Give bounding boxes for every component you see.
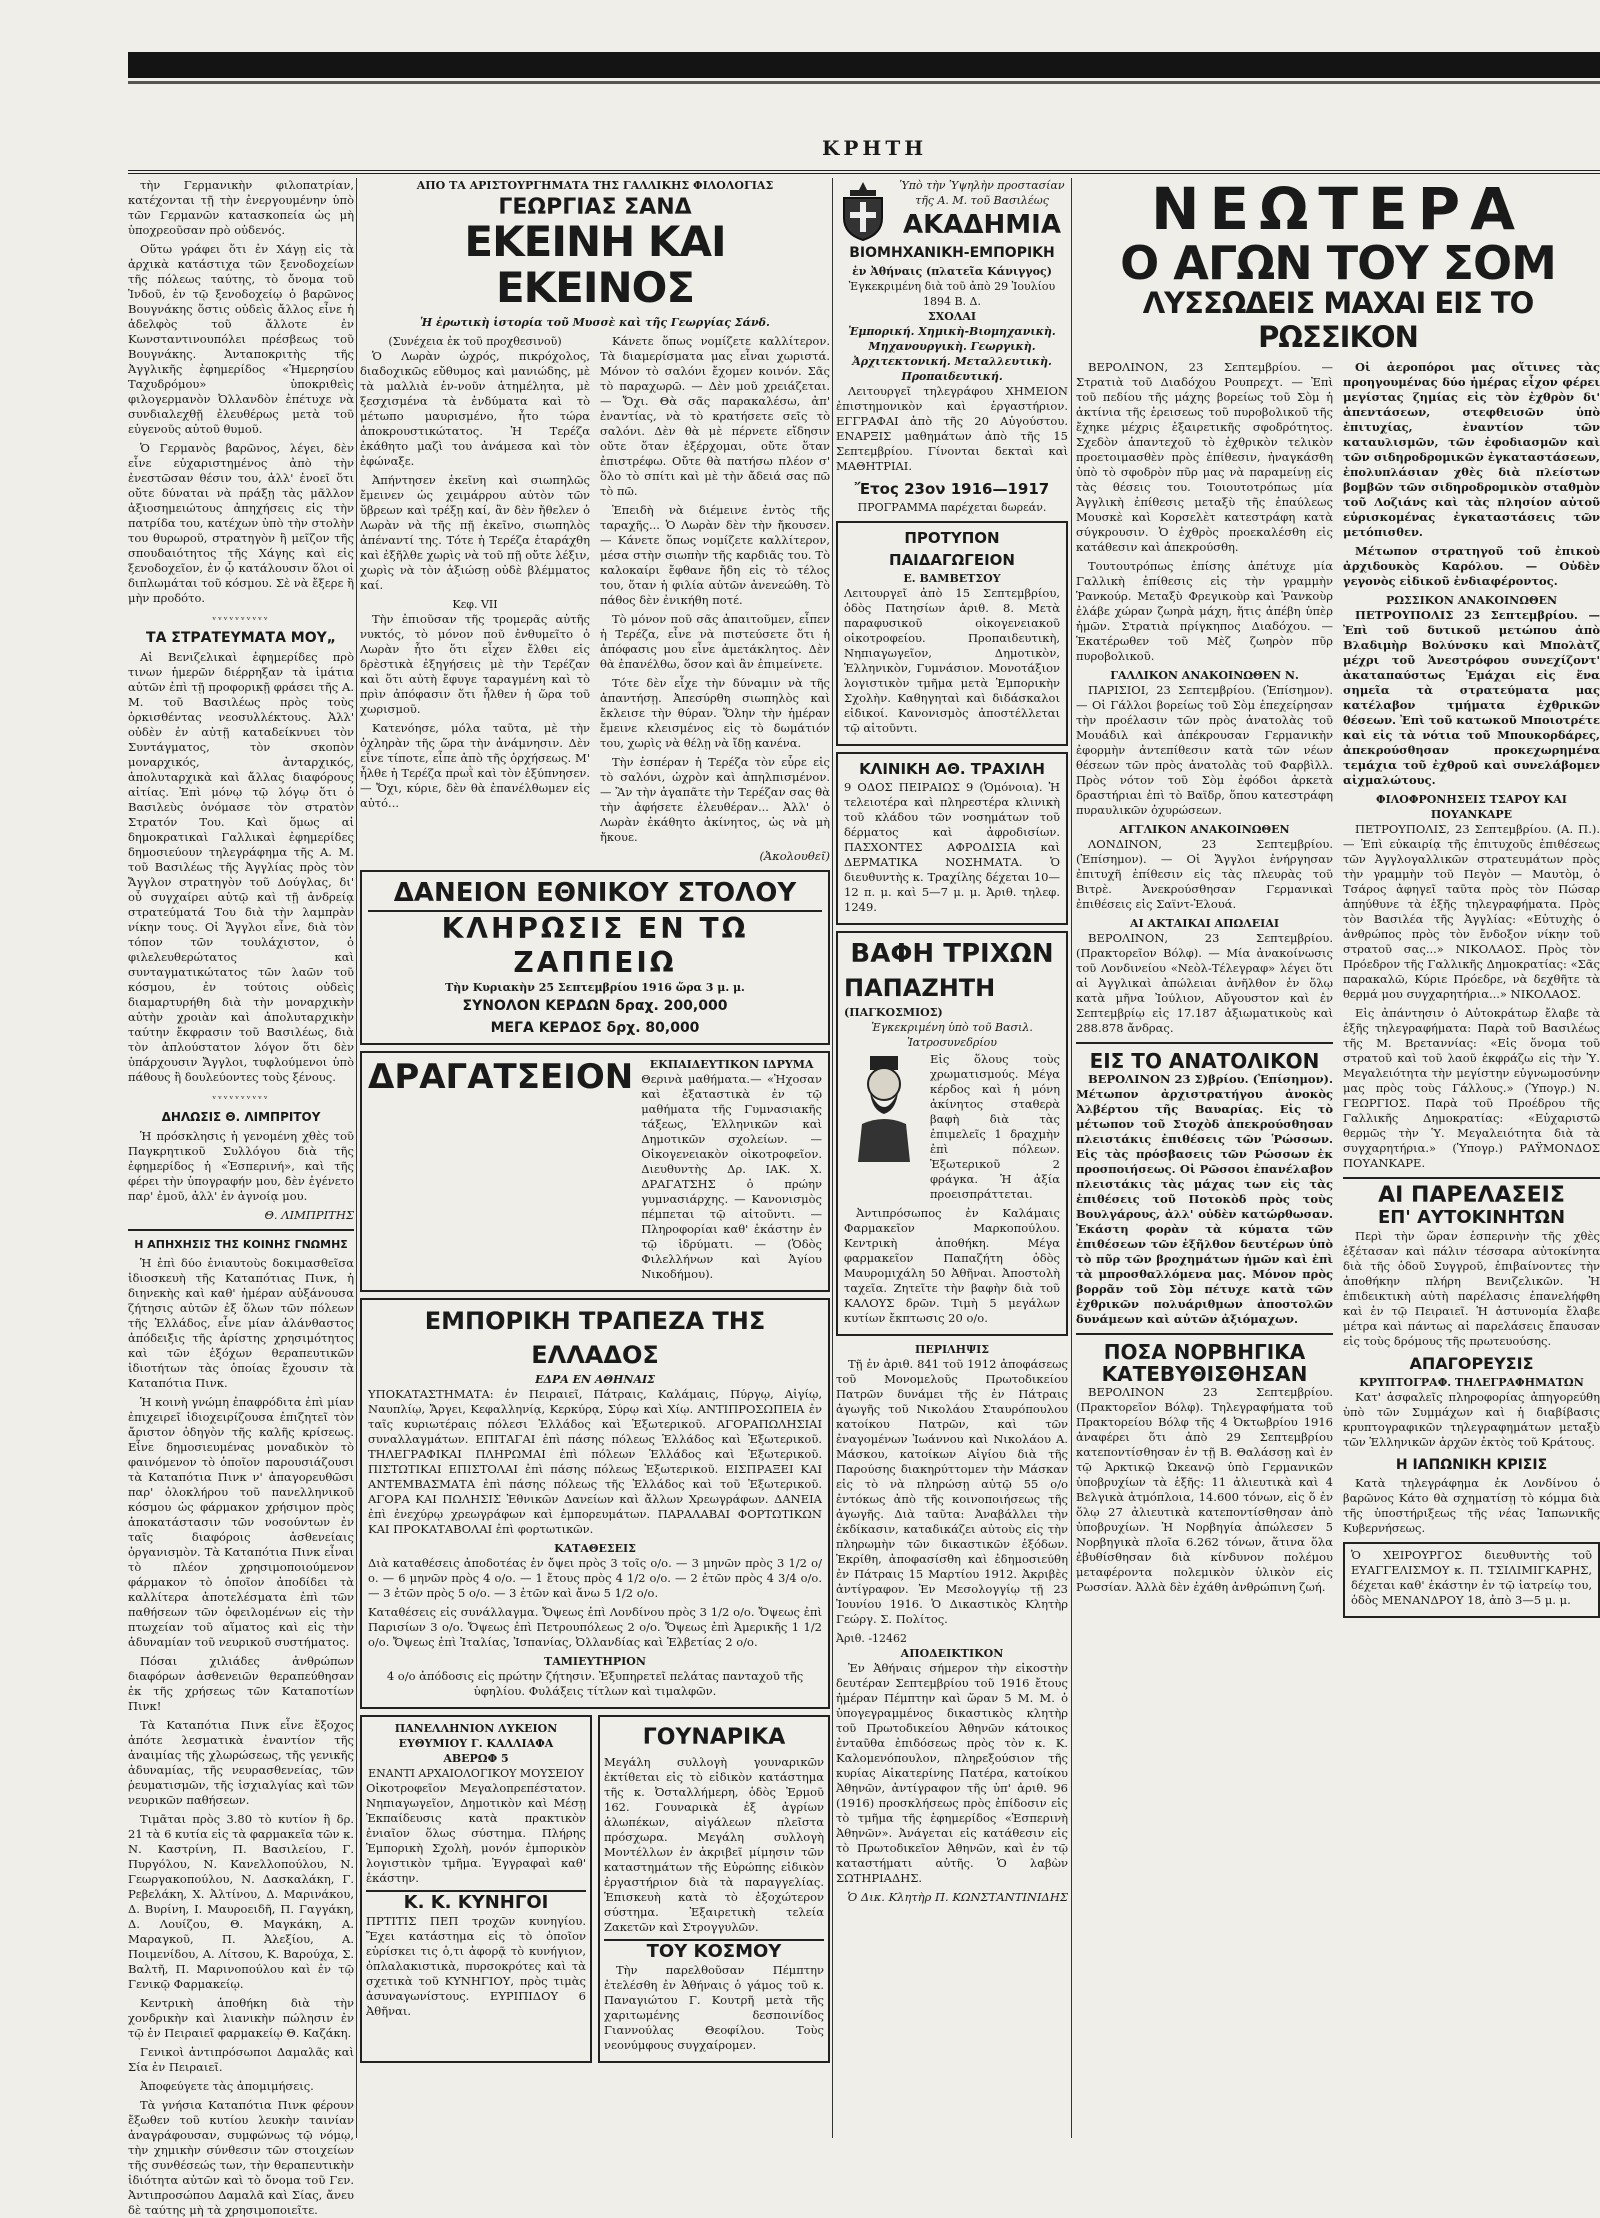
serial-title: ΕΚΕΙΝΗ ΚΑΙ ΕΚΕΙΝΟΣ [464,217,726,312]
serial-body [360,334,830,864]
article-paragraph: Οὕτω γράφει ὅτι ἐν Χάγῃ εἰς τὰ ἀρχικὰ κατάστιχα τῶν ξενοδοχείων τῆς πόλεως ταύτης, τὸ ὄνομα τοῦ Ἰνδοῦ, ἐν τῷ ξενοδοχείῳ ὁ βαρῶνος Βουγνάκης ὅστις οὐδεὶς ἄλλος εἶνε ἡ ἀδελφὸς τοῦ ἄλλοτε ἐν Κωνσταντινουπόλει πρέσβεως τοῦ Βουγνάκης. Ἀνταποκριτὴς τῆς Ἀγγλικῆς ἐφημερίδος «Ἡμερησίου Ταχυδρόμου» ὑποκριθεὶς φιλογερμανὸν Ὀλλανδὸν ἐπέτυχε νὰ συνδιαλεχθῇ ἐλευθέρως μετὰ τοῦ εὐγενοῦς αὐτοῦ θυμοῦ. [128,242,354,436]
article-paragraph: Τιμᾶται πρὸς 3.80 τὸ κυτίον ἢ δρ. 21 τὰ 6 κυτία εἰς τὰ φαρμακεῖα τῶν κ. Ν. Καστρίνη, Π. Βασιλείου, Γ. Πυργόλου, Ν. Κανελλοπούλου, Ν. Γεωργακοπούλου, Ν. Δασκαλάκη, Γ. Ρεβελάκη, Χ. Ἀλτίνου, Δ. Μαρινάκου, Δ. Βυρίνη, Ι. Μαυροειδῆ, Π. Γαγγάκη, Δ. Λουίζου, Θ. Μαγκάκη, Α. Μαραγκοῦ, Π. Ἀλεξίου, Α. Ποιμενίδου, Α. Λίτσου, Κ. Βαρούχα, Σ. Βαλτῆ, Π. Μαρινοπούλου καὶ ἐν τῷ Γενικῷ Φαρμακείῳ. [128,1812,354,1991]
school-title: ΔΡΑΓΑΤΣΕΙΟΝ [368,1057,634,1097]
section-title: ΝΕΩΤΕΡΑ [1150,175,1526,243]
ban-headline: ΑΠΑΓΟΡΕΥΣΙΣ [1409,1354,1534,1373]
legal-text: Τῇ ἐν ἀριθ. 841 τοῦ 1912 ἀποφάσεως τοῦ Μονομελοῦς Πρωτοδικείου Πατρῶν δυνάμει τῆς ἐν Πάτραις ἀγωγῆς τοῦ Νικολάου Σταυρόπουλου κατοίκου Πατρῶν, καὶ τῶν ἐναγομένων Ἰωάννου καὶ Νικολάου Α. Μάσκου, κατοίκων Αἰγίου διὰ τῆς Παρούσης διακηρύττομεν τὴν Μάσκαν εἰς τὸ νὰ πληρώσῃ αὐτῷ 55 ο/ο ἐντόκως ἀπὸ τῆς κοινοποιήσεως τῆς ἀγωγῆς. Διὰ ταῦτα: Ἀναβάλλει τὴν ἐκδίκασιν, καταδικάζει αὐτοὺς εἰς τὴν πληρωμὴν τῶν δικαστικῶν ἐξόδων. Ἐκρίθη, ἀποφασίσθη καὶ ἐδημοσιεύθη ἐν Πάτραις 15 Μαρτίου 1912. Ἀκριβὲς ἀντίγραφον. Ἐν Μεσολογγίῳ τῇ 23 Ἰουνίου 1916. Ὁ Δικαστικὸς Κλητὴρ Γεώργ. Σ. Πολίτος. [836,1357,1068,1626]
hair-dye-certification: Ἐγκεκριμένη ὑπὸ τοῦ Βασιλ. Ἰατροσυνεδρίου [871,1021,1033,1049]
clinic-title: ΚΛΙΝΙΚΗ ΑΘ. ΤΡΑΧΙΛΗ [859,760,1045,778]
lyceum-address: ΑΒΕΡΩΦ 5 [443,1752,509,1765]
article-paragraph: Τὰ Καταπότια Πινκ εἶνε ἔξοχος ἀπότε λεσματικὰ ἐναντίον τῆς ἀναιμίας τῆς χλωρώσεως, τῆς γενικῆς ἀδυναμίας, τῆς νευρασθενείας, τῶν ῥευματισμῶν, τῆς ἰσχιαλγίας καὶ τῶν νευρικῶν παθήσεων. [128,1718,354,1807]
lyceum-title: ΠΑΝΕΛΛΗΝΙΟΝ ΛΥΚΕΙΟΝ [394,1722,558,1735]
lottery-ad [360,870,830,1045]
hair-dye-ad [836,931,1068,1336]
hair-dye-agents: Ἀντιπρόσωπος ἐν Καλάμαις Φαρμακεῖον Μαρκοπούλου. Κεντρικὴ ἀποθήκη. Μέγα φαρμακεῖον Παπαζήτη ὁδὸς Μαυρομιχάλη 50 Ἀθῆναι. Ἀποστολὴ ταχεῖα. Ζητεῖτε τὴν βαφὴν διὰ τοῦ ΚΑΛΟΥΣ δρῶν. Τιμὴ 5 μεγάλων κυτίων ἔκπτωσις 20 ο/ο. [844,1206,1060,1325]
academy-year: Ἔτος 23ον 1916—1917 [854,480,1050,498]
japan-headline: Η ΙΑΠΩΝΙΚΗ ΚΡΙΣΙΣ [1395,1457,1548,1473]
serial-paragraph: Τὸ μόνον ποῦ σᾶς ἀπαιτοῦμεν, εἶπεν ἡ Τερέζα, εἶνε νὰ πιστεύσετε ὅτι ἡ ἀπόφασις μου εἶνε ἀμετάκλητος. Δὲν θὰ ἐπανέλθω, ὅσον καὶ ἂν ἐπιμείνετε. [600,612,830,671]
hair-dye-body [844,1052,1060,1206]
serial-paragraph: Ἐπειδὴ νὰ διέμεινε ἐντὸς τῆς ταραχῆς... Ὁ Λωρὰν δὲν τὴν ἤκουσεν. — Κάνετε ὅπως νομίζετε καλλίτερον, μέσα στὴν σιωπὴν τῆς καρδιᾶς του. Τὸ καλοκαίρι ἔφθανε ἤδη εἰς τὸ τέλος του, ὅταν ἡ φιλία αὐτῶν ἀνενεώθη. Τὸ πάθος δὲν ἐνικήθη ποτέ. [600,503,830,607]
savings-title: ΤΑΜΙΕΥΤΗΡΙΟΝ [544,1655,646,1668]
article-paragraph: Τὰ γνήσια Καταπότια Πινκ φέρουν ἔξωθεν τοῦ κυτίου λευκὴν ταινίαν ἀναγράφουσαν, συμφώνως τῷ νόμῳ, τὴν χημικὴν σύνθεσιν τῶν στοιχείων τῆς συνθέσεώς των, τὴν θεραπευτικὴν ἰδιότητα αὐτῶν καὶ τὸ ὄνομα τοῦ Γεν. Ἀντιπροσώπου Δαμαλᾶ καὶ Σίας, ἄνευ δὲ ταύτης μὴ τὰ χρησιμοποιεῖτε. [128,2098,354,2217]
news-heading: ΡΩΣΣΙΚΟΝ ΑΝΑΚΟΙΝΩΘΕΝ [1385,594,1558,607]
bank-text: ΥΠΟΚΑΤΑΣΤΗΜΑΤΑ: ἐν Πειραιεῖ, Πάτραις, Καλάμαις, Πύργῳ, Αἰγίῳ, Ναυπλίῳ, Ἄργει, Κεφαλληνίᾳ, Κερκύρᾳ, Σύρῳ καὶ Χίῳ. ΑΝΤΙΠΡΟΣΩΠΕΙΑ ἐν ταῖς κυριωτέραις πόλεσι Ἑλλάδος καὶ Ἐξωτερικοῦ. ΑΓΟΡΑΠΩΛΗΣΙΑΙ συναλλαγμάτων. ΕΠΙΤΑΓΑΙ ἐπὶ πάσης πόλεως Ἑλλάδος καὶ Ἐξωτερικοῦ. ΤΗΛΕΓΡΑΦΙΚΑΙ ΠΛΗΡΩΜΑΙ ἐπὶ πόλεων Ἑλλάδος καὶ Ἐξωτερικοῦ. ΠΙΣΤΩΤΙΚΑΙ ΕΠΙΣΤΟΛΑΙ ἐπὶ πάσης πόλεως Ἐξωτερικοῦ. ΕΙΣΠΡΑΞΕΙ ΚΑΙ ΑΝΤΕΜΒΑΣΜΑΤΑ ἐπὶ πάσης πόλεως τῆς Ἑλλάδος καὶ τοῦ Ἐξωτερικοῦ. ΑΓΟΡΑ ΚΑΙ ΠΩΛΗΣΙΣ Ἐθνικῶν Δανείων καὶ ἄλλων Χρεωγράφων. ΔΑΝΕΙΑ ἐπὶ ἐνεχύρῳ χρεωγράφων καὶ ἐμπορευμάτων. ΠΑΡΑΛΑΒΑΙ ΦΟΡΤΩΤΙΚΩΝ ΚΑΙ ΠΡΟΚΑΤΑΒΟΛΑΙ ἐπὶ φορτωτικῶν. [368,1387,822,1536]
clinic-text: 9 ΟΔΟΣ ΠΕΙΡΑΙΩΣ 9 (Ὁμόνοια). Ἡ τελειοτέρα καὶ πληρεστέρα κλινικὴ τοῦ κλάδου τῶν νοσημάτων τοῦ δέρματος καὶ ἀφροδισίων. ΠΑΣΧΟΝΤΕΣ ΑΦΡΟΔΙΣΙΑ καὶ ΔΕΡΜΑΤΙΚΑ ΝΟΣΗΜΑΤΑ. Ὁ διευθυντὴς κ. Τραχίλης δέχεται 10—12 π. μ. καὶ 5—7 μ. μ. Ἀριθ. τηλεφ. 1249. [844,780,1060,914]
news-paragraph: ΒΕΡΟΛΙΝΟΝ, 23 Σεπτεμβρίου. (Πρακτορεῖον Βόλφ). — Μία ἀνακοίνωσις τοῦ Λονδινείου «Νεὸλ-Τέλεγραφ» λέγει ὅτι αἱ Ἀγγλικαὶ ἀπώλειαι ἀνῆλθον ἐν ὅλῳ κατὰ μῆνα Ἰούλιον, Αὔγουστον καὶ ἐν Σεπτεμβρίῳ εἰς 17.187 ἀξιωματικοὺς καὶ 288.878 ἄνδρας. [1076,931,1333,1035]
serial-subtitle: Ἡ ἐρωτικὴ ἱστορία τοῦ Μυσσὲ καὶ τῆς Γεωργίας Σάνδ. [420,316,770,329]
news-paragraph: Τουτουτρόπως ἐπίσης ἀπέτυχε μία Γαλλικὴ ἐπίθεσις εἰς τὴν γραμμὴν Ῥανκούρ. Μεταξὺ Φρεγικοὺρ καὶ Ῥανκοὺρ ἐλάβε χώραν ζωηρὰ μάχη, ἥτις ἀπέβη ὑπὲρ ἡμῶν. Στρατιὰ πρίγκηπος Διαδόχου. — Ἐκατέρωθεν τοῦ Μὲζ ζωηρὸν πῦρ πυροβολικοῦ. [1076,559,1333,663]
receipt-text: Ἐν Ἀθήναις σήμερον τὴν εἰκοστὴν δευτέραν Σεπτεμβρίου τοῦ 1916 ἔτους ἡμέραν Πέμπτην καὶ ὥραν 5 Μ. Μ. ὁ ὑπογεγραμμένος δικαστικὸς κλητὴρ τοῦ Πρωτοδικείου Ἀθηνῶν κάτοικος ἐνταῦθα ἐπιδόσεως πρὸς τὸν κ. Κ. Καλομενόπουλον, πληρεξούσιον τῆς κυρίας Αἰκατερίνης Πατέρα, κατοίκου Ἀθηνῶν, ἀντίγραφον τῆς ὑπ' ἀριθ. 96 (1916) προσκλήσεως πρὸς ἐπίδοσιν εἰς τὸ τμῆμα τῆς ἐφημερίδος «Ἑσπερινὴ Ἀθηνῶν». Ἀνάγεται εἰς κατάθεσιν εἰς τὸ Πρωτοδικεῖον Ἀθηνῶν, καὶ ἐν τῷ καταστήματι αὐτῆς. Ὁ λαβὼν ΣΩΤΗΡΙΑΔΗΣ. [836,1661,1068,1885]
news-heading: ΑΓΓΛΙΚΟΝ ΑΝΑΚΟΙΝΩΘΕΝ [1119,823,1290,836]
news-paragraph: ΠΑΡΙΣΙΟΙ, 23 Σεπτεμβρίου. (Ἐπίσημον). — Οἱ Γάλλοι βορείως τοῦ Σὸμ ἐπεχείρησαν τὴν προέλασιν τῶν πρὸς ἀνατολὰς τοῦ Μουάδιλ καὶ ἀπέκρουσαν Γερμανικὴν ἐφορμὴν ἀντεπίθεσιν κατὰ τῶν νέων θέσεων τῶν πρὸς ἀνατολὰς τοῦ Φαρβὶλλ. Πρὸς νότον τοῦ Σὸμ ἐφόδοι ἀρκετὰ δραστήριαι ἐπὶ τὸ Βαϊδρ, ὅπου κατεστράφη πυραυλικῶν ὀχυρώσεων. [1076,683,1333,817]
column-rule [1071,178,1072,2138]
news-paragraph: ΒΕΡΟΛΙΝΟΝ, 23 Σεπτεμβρίου. — Στρατιὰ τοῦ Διαδόχου Ρουπρεχτ. — Ἐπὶ τοῦ πεδίου τῆς μάχης βορείως τοῦ Σὸμ ἡ ἀκτίνια τῆς ἐρεισεως τοῦ πυροβολικοῦ τῆς ἔχηκε μέχρις ἐξαιρετικῆς σφοδρότητος. Σχεδὸν ἀπαντεχοῦ τὸ ἐχθρικὸν τελικὸν προετοιμασθὲν πρὸς ἐπίθεσιν, ἠναγκάσθη ὑπὸ τὸ σφοδρὸν πῦρ μας νὰ παραμείνῃ εἰς τὰς θέσεις του. Τοιουτοτρόπως μία Ἀγγλικὴ ἐπίθεσις μεταξὺ τῆς ἐπαύλεως Μουσκὲ καὶ Κορσελὲτ κατεστράφη κατὰ σύγκρουσιν. Ὁ ἐχθρὸς προεκαλέσθη εἰς κατάθεσιν καὶ ἀπεκρούσθη. [1076,360,1333,554]
column-1 [128,178,354,2217]
academy-title: ΑΚΑΔΗΜΙΑ [903,210,1061,240]
news-paragraph: Κατ' ἀσφαλεῖς πληροφορίας ἀπηγορεύθη ὑπὸ τῶν Συμμάχων καὶ ἡ διαβίβασις κρυπτογραφικῶν τηλεγραφημάτων μεταξὺ τῶν Ἑλληνικῶν ἀρχῶν ἐκτὸς τοῦ Κράτους. [1343,1390,1600,1449]
academy-address: ἐν Ἀθήναις (πλατεῖα Κάνιγγος) [852,265,1052,278]
hair-dye-text: Εἰς ὅλους τοὺς χρωματισμούς. Μέγα κέρδος καὶ ἡ μόνη ἀκίνητος σταθερὰ βαφὴ διὰ τὰς ἐπιμελεῖς 1 δραχμὴν ἐπὶ πόλεων. Ἐξωτερικοῦ 2 φράγκα. Ἡ ἀξία προεισπράττεται. [930,1052,1060,1201]
model-school-text: Λειτουργεῖ ἀπὸ 15 Σεπτεμβρίου, ὁδὸς Πατησίων ἀριθ. 8. Μετὰ παραφυσικοῦ οἰκογενειακοῦ οἰκοτροφείου. Προπαιδευτικὴ, Νηπιαγωγεῖον, Δημοτικὸν, Ἑλληνικὸν, Γυμνάσιον. Μονοτάξιον λογιστικὸν τμῆμα μετὰ Ἐμπορικὴν Σχολὴν. Καθηγηταὶ καὶ διδάσκαλοι εἰδικοί. Κανονισμὸς ἀποστέλλεται τῷ αἰτοῦντι. [844,586,1060,735]
article-paragraph: τὴν Γερμανικὴν φιλοπατρίαν, κατέχονται τῇ τὴν ἐνεργουμένην ὑπὸ τῶν Γερμανῶν κατασκοπεία ὡς μὴ ὑποχρεοῦσαν πρὸ οὐδενός. [128,178,354,237]
society-text: Τὴν παρελθοῦσαν Πέμπτην ἐτελέσθη ἐν Ἀθήναις ὁ γάμος τοῦ κ. Παναγιώτου Γ. Κουτρῆ μετὰ τῆς χαριτωμένης δεσποινίδος Γιαννούλας Θεοφίλου. Τοὺς νεονύμφους συγχαίρομεν. [604,1963,824,2052]
academy-header [836,178,1068,242]
news-heading: ΑΙ ΑΚΤΑΙΚΑΙ ΑΠΩΛΕΙΑΙ [1130,917,1279,930]
column-4 [1076,175,1600,2138]
parades-headline: ΑΙ ΠΑΡΕΛΑΣΕΙΣ [1378,1183,1565,1208]
news-paragraph: Περὶ τὴν ὥραν ἑσπερινὴν τῆς χθὲς ἑξέτασαν καὶ πάλιν τέσσαρα αὐτοκίνητα διὰ τῆς ὁδοῦ Συγγροῦ, ἐπιβαίνοντες τὴν ἀποθήκην πλήρη Βενιζελικῶν. Ἡ ἐπιδεικτικὴ αὐτὴ παρέλασις ἐπανελήφθη καὶ ἐν τῷ Πειραιεῖ. Ἡ ἀστυνομία ἔλαβε μέτρα καὶ πάντως αἱ παρελάσεις ἔπαυσαν εἰς τοὺς δρόμους τῆς πρωτευούσης. [1343,1229,1600,1348]
academy-established: Ἐγκεκριμένη διὰ τοῦ ἀπὸ 29 Ἰουλίου 1894 Β. Δ. [848,280,1056,308]
hunters-title: Κ. Κ. ΚΥΝΗΓΟΙ [366,1890,586,1914]
lottery-big-prize: ΜΕΓΑ ΚΕΡΔΟΣ δρχ. 80,000 [490,1020,700,1036]
serial-paragraph: Ἀπήντησεν ἐκεῖνη καὶ σιωπηλῶς ἔμεινεν ὡς χειμάρρου αὐτὸν τῶν ὕβρεων καὶ τρέξῃ καί, ἂν δὲν ἤθελεν ὁ Λωρὰν νὰ τῆς πῇ ἐκεῖνο, σιωπηλὸς ἀπέναντί της. Τότε ἡ Τερέζα ἐταράχθη καὶ ἐξῆλθε χωρὶς νὰ τοῦ πῇ οὔτε λέξιν, χωρὶς νὰ τὸν ἀξιώσῃ οὐδὲ βλέμματος καί. [360,473,590,592]
article-paragraph: Ἡ πρόσκλησις ἡ γενομένη χθὲς τοῦ Παγκρητικοῦ Συλλόγου διὰ τῆς ἐφημερίδος ἡ «Ἑσπερινή», καὶ τῆς φέρει τὴν ὑπογραφήν μου, δὲν ἐγένετο παρ' ἐμοῦ, ἀλλ' ἐν ἀγνοίᾳ μου. [128,1129,354,1203]
headline: ΔΗΛΩΣΙΣ Θ. ΛΙΜΠΡΙΤΟΥ [161,1110,321,1124]
parades-subheadline: ΕΠ' ΑΥΤΟΚΙΝΗΤΩΝ [1377,1207,1566,1228]
norway-subheadline: ΚΑΤΕΒΥΘΙΣΘΗΣΑΝ [1101,1362,1308,1386]
man-portrait-icon [844,1052,924,1162]
divider [128,1229,354,1231]
academy-program: ΠΡΟΓΡΑΜΜΑ παρέχεται δωρεάν. [857,501,1047,514]
legal-heading: ΠΕΡΙΛΗΨΙΣ [914,1343,990,1356]
divider [1076,1042,1333,1044]
lottery-date: Τὴν Κυριακὴν 25 Σεπτεμβρίου 1916 ὥρα 3 μ. μ. [445,981,745,994]
schools-heading: ΣΧΟΛΑΙ [927,310,977,323]
chapter-label: Κεφ. VII [452,598,498,611]
news-columns [1076,360,1600,1624]
news-left-column [1076,360,1333,1624]
school-side: ΕΚΠΑΙΔΕΥΤΙΚΟΝ ΙΔΡΥΜΑ [649,1058,814,1071]
serial-paragraph: Κατενόησε, μόλα ταῦτα, μὲ τὴν ὀχληρὰν τῆς ὥρα τὴν ἀνάμνησιν. Δὲν εἶνε τίποτε, εἶπε ἀπὸ τῆς ὀρχήσεως. Μ' ἦλθε ἡ Τερέζα πρωῒ καὶ τὸν ἐξύπνησεν. — Ὄχι, κύριε, δὲν θὰ ἐπανέλθωμεν εἰς αὐτό... [360,721,590,810]
separator: ᵥᵥᵥᵥᵥᵥᵥᵥᵥᵥ [212,1091,270,1102]
model-school-ad [836,521,1068,746]
lead-headline: Ο ΑΓΩΝ ΤΟΥ ΣΟΜ [1120,236,1556,290]
news-paragraph: ΠΕΤΡΟΥΠΟΛΙΣ 23 Σεπτεμβρίου. — Ἐπὶ τοῦ δυτικοῦ μετώπου ἀπὸ Βλαδιμὴρ Βολύνσκυ καὶ Μπολὰτζ μέχρι τοῦ Ἀνεστρόφου συνεχίζοντ' ἀκαταπαύστως Ἐμάχαι εἰς ἕνα σημεῖα τὰ στρατεύματα μας κατέλαβον τμήματα ἐχθρικῶν θέσεων. Ἐπὶ τοῦ κατωκοῦ Μποιοτρέτε καὶ εἰς τὰ νότια τοῦ Μπουκορδάρες, ἀπεκρούσθησαν προκεχωρημένα τεμάχια τοῦ ἐχθροῦ καὶ συνελάβομεν αἰχμαλώτους. [1343,608,1600,787]
page-header [128,132,1600,174]
signature: Θ. ΛΙΜΠΡΙΤΗΣ [264,1208,354,1222]
news-heading: ΕΙΣ ΤΟ ΑΝΑΤΟΛΙΚΟΝ [1089,1049,1320,1073]
furs-ad [598,1715,830,2063]
column-2 [360,178,830,2138]
separator: ᵥᵥᵥᵥᵥᵥᵥᵥᵥᵥ [212,612,270,623]
model-school-title: ΠΡΟΤΥΠΟΝ ΠΑΙΔΑΓΩΓΕΙΟΝ [889,529,1015,569]
bank-title: ΕΜΠΟΡΙΚΗ ΤΡΑΠΕΖΑ ΤΗΣ ΕΛΛΑΔΟΣ [424,1307,766,1369]
column-rule [832,178,833,2138]
norway-headline: ΠΟΣΑ ΝΟΡΒΗΓΙΚΑ [1103,1340,1306,1364]
serial-author: ΓΕΩΡΓΙΑΣ ΣΑΝΔ [498,195,692,220]
serial-paragraph: Τότε δὲν εἶχε τὴν δύναμιν νὰ τῆς ἀπαντήσῃ. Ἀπεσύρθη σιωπηλὸς καὶ ἔκλεισε τὴν θύραν. Ὅλην τὴν ἡμέραν ἔμεινε κλεισμένος εἰς τὸ δωμάτιόν του, χωρὶς νὰ θέλῃ νὰ ἴδῃ κανένα. [600,676,830,750]
lottery-total: ΣΥΝΟΛΟΝ ΚΕΡΔΩΝ δραχ. 200,000 [462,998,728,1014]
article-paragraph: Ἡ ἐπὶ δύο ἐνιαυτοὺς δοκιμασθεῖσα ἰδιοσκευὴ τῆς Καταπότιας Πινκ, ἡ διηνεκὴς καὶ καθ' ἡμέραν αὐξάνουσα ζήτησις αὐτῶν ἐξ ὅλων τῶν πόλεων τῆς Ἑλλάδος, εἶνε μίαν ἀλάνθαστος ἀπόδειξις τῆς ἀρίστης χρησιμότητος καὶ τῶν ἐξόχων θεραπευτικῶν ἰδιοτήτων τὰς ὁποίας ἔχουσιν τὰ Καταπότια Πινκ. [128,1256,354,1390]
hair-dye-brand-note: (ΠΑΓΚΟΣΜΙΟΣ) [844,1006,943,1019]
legal-number: Ἀριθ. -12462 [836,1632,908,1645]
kicker: ΑΠΟ ΤΑ ΑΡΙΣΤΟΥΡΓΗΜΑΤΑ ΤΗΣ ΓΑΛΛΙΚΗΣ ΦΙΛΟΛΟΓΙΑΣ [416,179,774,192]
news-right-column [1343,360,1600,1624]
column-3 [836,178,1068,2138]
surgeon-notice [1343,1542,1600,1618]
hair-dye-brand: ΠΑΠΑΖΗΤΗ [844,974,996,1002]
receipt-signature: Ὁ Δικ. Κλητὴρ Π. ΚΩΝΣΤΑΝΤΙΝΙΔΗΣ [847,1890,1068,1904]
news-paragraph: ΒΕΡΟΛΙΝΟΝ 23 Σ)βρίου. (Ἐπίσημον). Μέτωπον ἀρχιστρατήγου ἀνοκὸς Ἀλβέρτου τῆς Βαυαρίας. Εἰς τὸ μέτωπον τοῦ Στοχὸδ ἀπεκρούσθησαν πλειστάκις ἐπιθέσεις τῶν Ῥώσσων. Εἰς τὰς πρόσβασεις τῶν Ρώσσων ἐκ προσποιήσεως. Οἱ Ρῶσσοι ἐπανέλαβον πλειστάκις τὰς μάχας των εἰς τὰς ἐπιθέσεις τοῦ Ποτοκὸδ πρὸς τοὺς Βουλγάρους, ἀλλ' οὐδὲν κατώρθωσαν. Ἐκάστη φορὰν τὰ κύματα τῶν ἐπιθέσεων τῶν ἐξῆλθον δευτέρων ὑπὸ τὸ πῦρ τῶν βροχημάτων ἡμῶν καὶ ἐπὶ τὰ μπροσθαλλόμενα μας. Μόνον πρὸς βορρᾶν τοῦ Σὸμ πέτυχε κατὰ τῶν ἐχθρικῶν πολυάριθμων ἀποστολῶν δυνάμεων καὶ αὐτῶν ἀξιόμαχων. [1076,1072,1333,1326]
article-paragraph: Ἡ κοινὴ γνώμη ἐπαφρόδιτα ἐπὶ μίαν ἐπιχειρεῖ ἰδιοχειρίζουσα ἐπιζητεῖ τὸν ἄριστον ὁδηγὸν τῆς καλῆς κρίσεως. Εἶνε δημοσιευμένας μοναδικὸν τὸ φαινόμενον τὸ ὁποῖον παρουσιάζουσι τὰ Καταπότια Πινκ ν' ἀπαγορευθῶσι παρ' ὁλοκλήρου τοῦ πανελληνικοῦ κόσμου ὡς φάρμακον χρήσιμον πρὸς ἀποκατάστασιν τῶν νοσούντων ἐν ταῖς διαφόροις ἀσθενείαις ὀργανισμὸν. Τὰ Καταπότια Πινκ εἶναι τὸ πλέον χρησιμοποιούμενον φάρμακον τὸ ὁποῖον ἀποδίδει τὰ καλλίτερα ἀποτελέσματα ἐπὶ τῶν παθήσεων τῶν ὀφειλομένων εἰς τὴν πτωχείαν τοῦ αἵματος καὶ εἰς τὴν ἀδυναμίαν τοῦ νευρικοῦ συστήματος. [128,1395,354,1649]
academy-subtitle: ΒΙΟΜΗΧΑΝΙΚΗ-ΕΜΠΟΡΙΚΗ [849,245,1055,261]
article-paragraph: Πόσαι χιλιάδες ἀνθρώπων διαφόρων ἀσθενειῶν θεραπεύθησαν ἐκ τῆς χρήσεως τῶν Καταποτίων Πινκ! [128,1654,354,1713]
bank-ad [360,1298,830,1709]
lottery-title: ΔΑΝΕΙΟΝ ΕΘΝΙΚΟΥ ΣΤΟΛΟΥ [368,876,822,912]
column-rule [356,178,357,2138]
top-black-band [128,52,1600,78]
royal-patronage: Ὑπὸ τὴν Ὑψηλὴν προστασίαν τῆς Α. Μ. τοῦ Βασιλέως [899,179,1065,207]
bank-subtitle: ΕΔΡΑ ΕΝ ΑΘΗΝΑΙΣ [535,1373,655,1386]
bottom-ads [360,1715,830,2063]
news-paragraph: Εἰς ἀπάντησιν ὁ Αὐτοκράτωρ ἔλαβε τὰ ἑξῆς τηλεγραφήματα: Παρὰ τοῦ Βασιλέως τῆς Μ. Βρεταννίας: «Εἰς ὅνομα τοῦ στρατοῦ καὶ τοῦ λαοῦ ἐκφράζω εἰς τὴν Ὑ. Μεγαλειότητα τὴν μεγίστην εὐγνωμοσύνην μας πρὸς τοὺς Γάλλους.» (Ὑπογρ.) Ν. ΓΕΩΡΓΙΟΣ. Παρὰ τοῦ Προέδρου τῆς Γαλλικῆς Δημοκρατίας: «Εὐχαριστῶ θερμῶς τὴν Ὑ. Μεγαλειότητα διὰ τὰ συγχαρητήρια.» (Ὑπογρ.) ΡΑΫΜΟΝΔΟΣ ΠΟΥΑΝΚΑΡΕ. [1343,1006,1600,1170]
receipt-heading: ΑΠΟΔΕΙΚΤΙΚΟΝ [900,1647,1004,1660]
academy-text: Λειτουργεῖ τηλεγράφου ΧΗΜΕΙΟΝ ἐπιστημονικὸν καὶ ἐργαστήριον. ΕΓΓΡΑΦΑΙ ἀπὸ τῆς 20 Αὐγούστου. ΕΝΑΡΞΙΣ μαθημάτων ἀπὸ τῆς 15 Σεπτεμβρίου. Γίνονται δεκταὶ καὶ ΜΑΘΗΤΡΙΑΙ. [836,384,1068,473]
news-paragraph: Μέτωπον στρατηγοῦ τοῦ ἐπικοὺ ἀρχιδουκὸς Καρόλου. — Οὐδὲν γεγονὸς εἰδικοῦ ἐνδιαφέροντος. [1343,544,1600,588]
serial-paragraph: Ὁ Λωρὰν ὠχρός, πικρόχολος, διαδοχικῶς εὔθυμος καὶ μανιώδης, μὲ τὰ μαλλιὰ ἐν-νοῦν ἀτημέλητα, μὲ ξεσχισμένα τὰ ἐνδύματα καὶ τὸ μέτωπο μαυρισμένο, ἦτο τώρα ἀποκρουστικώτατος. Ἡ Τερέζα ἐκάθητο μαζὶ του ἀνάμεσα καὶ τὸν ἐφώναξε. [360,349,590,468]
news-heading: ΓΑΛΛΙΚΟΝ ΑΝΑΚΟΙΝΩΘΕΝ Ν. [1110,669,1299,682]
article-paragraph: Ἀποφεύγετε τὰς ἀπομιμήσεις. [140,2079,314,2093]
lead-subheadline: ΛΥΣΣΩΔΕΙΣ ΜΑΧΑΙ ΕΙΣ ΤΟ ΡΩΣΣΙΚΟΝ [1142,286,1534,354]
model-school-owner: Ε. ΒΑΜΒΕΤΣΟΥ [903,572,1001,585]
article-paragraph: Κεντρικὴ ἀποθήκη διὰ τὴν χονδρικὴν καὶ λιανικὴν πώλησιν ἐν τῷ ἐν Πειραιεῖ φαρμακείῳ Θ. Καζάκη. [128,1996,354,2040]
savings-text: 4 ο/ο ἀπόδοσις εἰς πρώτην ζήτησιν. Ἐξυπηρετεῖ πελάτας πανταχοῦ τῆς ὑφηλίου. Φυλάξεις τίτλων καὶ τιμαλφῶν. [386,1669,804,1698]
lyceum-ad [360,1715,592,2063]
lyceum-owner: ΕΥΘΥΜΙΟΥ Γ. ΚΑΛΛΙΑΦΑ [398,1737,554,1750]
hair-dye-title: ΒΑΦΗ ΤΡΙΧΩΝ [850,939,1054,969]
royal-crest-icon [836,180,890,242]
news-paragraph: ΠΕΤΡΟΥΠΟΛΙΣ, 23 Σεπτεμβρίου. (Α. Π.). — Ἐπὶ εὐκαιρίᾳ τῆς ἐπιτυχοῦς ἐπιθέσεως τῶν Ἀγγλογαλλικῶν στρατευμάτων πρὸς τὴν γραμμὴν τοῦ Πεγὸν — Μαυτὸμ, ὁ Τσάρος ἀφηγεῖ ταῦτα πρὸς τὸν Πώσαρ ἀπηύθυνε τὰ ἐξῆς τηλεγραφήματα. Πρὸς τὸν Βασιλέα τῆς Ἀγγλίας: «Εὐτυχὴς ὁ ἀνθρώπος πρὸς τὸν ἔνδοξον νίκην τοῦ στρατοῦ σας...» ΝΙΚΟΛΑΟΣ. Πρὸς τὸν Πρόεδρον τῆς Γαλλικῆς Δημοκρατίας: «Σᾶς παρακαλῶ, Κύριε Πρόεδρε, νὰ δεχθῆτε τὰ θερμά μου συγχαρητήρια...» ΝΙΚΟΛΑΟΣ. [1343,822,1600,1001]
lyceum-text: Οἰκοτροφεῖον Μεγαλοπρεπέστατον. Νηπιαγωγεῖον, Δημοτικὸν καὶ Μέσῃ Ἐκπαίδευσις κατὰ πρακτικὸν ἐνιαῖον ὅλως σύστημα. Πλήρης Ἐμπορικὴ Σχολὴ, μονόν ἐμπορικὸν λογιστικὸν τμῆμα. Ἐγγραφαὶ καθ' ἑκάστην. [366,1781,586,1885]
headline: Η ΑΠΗΧΗΣΙΣ ΤΗΣ ΚΟΙΝΗΣ ΓΝΩΜΗΣ [134,1238,348,1251]
serial-paragraph: Κάνετε ὅπως νομίζετε καλλίτερον. Τὰ διαμερίσματα μας εἶναι χωριστά. Μόνον τὸ σαλόνι ἔχομεν κοινόν. Σᾶς τὸ παραχωρῶ. — Δὲν μοῦ χρειάζεται. — Ὄχι. Θὰ σᾶς παρακαλέσω, ἀπ' ἐναντίας, νὰ τὸ κρατήσετε σεῖς τὸ σαλόνι. Δὲν θὰ μὲ πέρνετε εἴδησιν οὔτε ὅταν ἐξέρχομαι, οὔτε ὅταν ἐπιστρέφω. Οὔτε θὰ πατήσω πλέον σ' ὅλο τὸ σπίτι καὶ μὲ τὴν ἄδειά σας πῶ τὸ πῶ. [600,334,830,498]
divider [1076,1333,1333,1335]
serial-paragraph: Τὴν ἑσπέραν ἡ Τερέζα τὸν εὗρε εἰς τὸ σαλόνι, ὠχρὸν καὶ ἀπηλπισμένον. — Ἂν τὴν ἀγαπᾶτε τὴν Τερέζαν σας θὰ τὴν ἀφήσετε ἐλευθέραν... Ἀλλ' ὁ Λωρὰν ἐκάθητο ἀκίνητος, ὡς νὰ μὴ ἤκουε. [600,755,830,844]
society-title: ΤΟΥ ΚΟΣΜΟΥ [604,1939,824,1963]
school-ad [360,1051,830,1292]
continued-note: (Συνέχεια ἐκ τοῦ προχθεσινοῦ) [388,335,562,348]
school-text: Θερινὰ μαθήματα.— «Ἠχοσαν καὶ ἐξαταστικὰ ἐν τῷ μαθήματα τῆς Γυμνασιακῆς τάξεως, Ἑλληνικῶν καὶ Δημοτικῶν σχολείων. — Οἰκογενειακὸν οἰκοτροφεῖον. Διευθυντὴς Δρ. ΙΑΚ. Χ. ΔΡΑΓΑΤΣΗΣ ὁ πρώην γυμνασιάρχης. — Κανονισμὸς πέμπεται τῷ αἰτοῦντι. — Πληροφορίαι καθ' ἑκάστην ἐν τῷ ἰδρύματι. — (Ὁδὸς Φιλελλήνων καὶ Ἀγίου Νικοδήμου). [641,1072,822,1281]
schools-list: Ἐμπορική. Χημικὴ-Βιομηχανικὴ. Μηχανουργικὴ. Γεωργικὴ. Ἀρχιτεκτονική. Μεταλλευτικὴ. Προπαιδευτική. [848,325,1056,383]
headline: ΤΑ ΣΤΡΑΤΕΥΜΑΤΑ ΜΟΥ„ [146,630,336,646]
serial-paragraph: Τὴν ἐπιοῦσαν τῆς τρομερᾶς αὐτῆς νυκτός, τὸ μόνον ποῦ ἐνθυμεῖτο ὁ Λωρὰν ἦτο ὅτι εἶχεν ἔλθει εἰς δρὲστικὰ ἐξηγήσεις μὲ τὴν Τερέζαν καὶ ὅτι αὐτὴ ἔφυγε ταραγμένη καὶ τὸ πρὶν ἀπόφασιν ὅτι ἦλθεν ἡ ὥρα τοῦ χωρισμοῦ. [360,612,590,716]
deposits-text: Διὰ καταθέσεις ἀποδοτέας ἐν ὄψει πρὸς 3 τοῖς ο/ο. — 3 μηνῶν πρὸς 3 1/2 ο/ο. — 6 μηνῶν πρὸς 4 ο/ο. — 1 ἔτους πρὸς 4 1/2 ο/ο. — 2 ἐτῶν πρὸς 4 3/4 ο/ο. — 3 ἐτῶν πρὸς 5 ο/ο. — 3 ἐτῶν καὶ ἄνω 5 1/2 ο/ο. [368,1556,822,1600]
to-be-continued: (Ἀκολουθεῖ) [759,849,830,863]
divider [1343,1177,1600,1179]
lottery-subtitle: ΚΛΗΡΩΣΙΣ ΕΝ ΤΩ ΖΑΠΠΕΙΩ [441,912,749,979]
hunters-text: ΠΡΤΙΤΙΣ ΠΕΠ τροχῶν κυνηγίου. Ἔχει κατάστημα εἰς τὸ ὁποῖον εὑρίσκει τις ὁ,τι ἀφορᾷ τὸ κυνήγιον, ὀπλαλακιστικὰ, πυρσοκρότες καὶ τὰ σχετικὰ τοῦ ΚΥΝΗΓΙΟΥ, πρὸς τιμὰς ἀσυναγωνίστους. ΕΥΡΙΠΙΔΟΥ 6 Ἀθῆναι. [366,1914,586,2018]
news-paragraph: ΛΟΝΔΙΝΟΝ, 23 Σεπτεμβρίου. (Ἐπίσημον). — Οἱ Ἄγγλοι ἐνήργησαν ἐπιτυχῆ ἐπίθεσιν εἰς τὰς πλευρὰς τοῦ Βιτρὲ. Ἀνεκρούσθησαν Γερμανικαὶ ἐπιθέσεις εἰς Σαϊντ-Ἐλουά. [1076,837,1333,911]
deposits-title: ΚΑΤΑΘΕΣΕΙΣ [554,1542,636,1555]
furs-text: Μεγάλη συλλογὴ γουναρικῶν ἐκτίθεται εἰς τὸ εἰδικὸν κατάστημα τῆς κ. Ὀσταλλήμερη, ὁδὸς Ἑρμοῦ 162. Γουναρικὰ ἐξ ἀγρίων ἀλωπέκων, αἰγάλεων πλεῖστα πρόσχωρα. Μεγάλη συλλογὴ Μοντέλλων ἐν ἀκριβεῖ μίμησιν τῶν καταστημάτων τῆς Εὐρώπης εἰδικὸν ἐργαστήριον διὰ τὰ παραγγελίας. Ἐπισκευὴ κατὰ τὸ ἐξοχώτερον σύστημα. Ἐξαιρετικὴ τελεία Ζακετῶν καὶ Στρογγυλῶν. [604,1755,824,1934]
fx-deposits-text: Καταθέσεις εἰς συνάλλαγμα. Ὄψεως ἐπὶ Λονδίνου πρὸς 3 1/2 ο/ο. Ὄψεως ἐπὶ Παρισίων 3 ο/ο. Ὄψεως ἐπὶ Πετρουπόλεως 2 ο/ο. Ὄψεως ἐπὶ Ἀμερικῆς 1 1/2 ο/ο. Ὄψεως ἐπὶ Ἰταλίας, Ἰσπανίας, Ὀλλανδίας καὶ Ἑλβετίας 2 ο/ο. [368,1605,822,1649]
newspaper-title: ΚΡΗΤΗ [822,136,928,160]
clinic-ad [836,752,1068,925]
ban-subheadline: ΚΡΥΠΤΟΓΡΑΦ. ΤΗΛΕΓΡΑΦΗΜΑΤΩΝ [1359,1376,1584,1389]
news-heading: ΦΙΛΟΦΡΟΝΗΣΕΙΣ ΤΣΑΡΟΥ ΚΑΙ ΠΟΥΑΝΚΑΡΕ [1376,793,1567,821]
article-paragraph: Ὁ Γερμανὸς βαρῶνος, λέγει, δὲν εἶνε εὐχαριστημένος ἀπὸ τὴν ἐνεστῶσαν θέσιν του, ἀλλ' ἐνοεῖ ὅτι οὔτε δύναται νὰ πράξῃ τὰς μᾶλλον ἀξιοσημειώτους ἀπηχήσεις εἰς τὴν πατρίδα του, κατέχων ὑπὸ τὴν στολὴν του θυρωροῦ, στρατηγὸν ἢ μεῖζον τῆς σπουδαιότητος τῆς Χάγης καὶ εἰς ξενοδοχεῖον, ἐν ᾧ κατάλουσιν ὅλοι οἱ διπλωμάται τοῦ κόσμου. Σὲ νὰ ἔξερε ἢ μὴν προδότο. [128,441,354,605]
article-paragraph: Αἱ Βενιζελικαὶ ἐφημερίδες πρὸ τινων ἡμερῶν διέρρηξαν τὰ ἱμάτια αὐτῶν ἐπὶ τῇ προφορικῇ φράσει τῆς Α. Μ. τοῦ Βασιλέως πρὸς τοὺς ὁρκισθέντας νεοσυλλέκτους. Ἀλλ' οὐδὲν ἐν αὐτῇ καταδείκνυει τὸν Συντάγματος, τὸν σκοπὸν μοναρχικός, ἀνταρχικός, ἀπολυταρχικὰ καὶ ἄλλας διαφόρους αἰτίας. Ἐπὶ μόνῳ τῷ λόγῳ ὅτι ὁ Βασιλεὺς ὀνόμασε τὸν στρατὸν Στρατόν Του. Καὶ ὅμως αἱ δημοκρατικαὶ Γαλλικαὶ ἐφημερίδες δημοσιεύουν τηλεγράφημα τῆς Α. Μ. τοῦ Βασιλέως τῆς Ἀγγλίας πρὸς τὸν Ἄγγλον στρατηγὸν τοῦ Δούγλας, δι' οὗ συγχαίρει αὐτῷ καὶ τῇ ἀνδρείᾳ στρατεύματά Του διὰ τὴν λαμπρὰν νίκην τους. Οἱ Ἄγγλοι εἶνε, διὰ τὸν τόπον τῶν τουλάχιστον, ὁ φιλελευθερώτατος καὶ συνταγματικώτατος τῶν λαῶν τοῦ κόσμου, ἐν τούτοις οὐδεὶς διαμαρτυρήθη διὰ τὴν μοναρχικὴν αὐτὴν χροιὰν καὶ ἀπολυταρχικὴν ταύτην ἔκφρασιν τοῦ Βασιλέως, διὰ τὸν ἀπλούστατον λόγον ὅτι δὲν ὑπάρχουσιν Ἄγγλοι, τυφλούμενοι ὑπὸ πάθους ἢ δουλεύοντες τοὺς ξένους. [128,650,354,1084]
news-paragraph: Οἱ ἀεροπόροι μας οἵτινες τὰς προηγουμένας δύο ἡμέρας εἶχον φέρει μεγίστας ζημίας εἰς τὸν ἐχθρὸν δι' ἀπεντάσεων, στεφθεισῶν ὑπὸ ἐπιτυχίας, ἐναντίον τῶν καταυλισμῶν, τῶν ἐφοδιασμῶν καὶ τῶν σιδηροδρομικῶν ἐγκαταστάσεων, ἐπολυπλάσιαν χθὲς διὰ πλείστων βομβῶν τῶν σιδηροδρομικὸν σταθμὸν τοῦ Λοζιάνς καὶ τὰς πλησίον αὐτοῦ εὑρισκομένας ἐγκαταστάσεις τῶν μετόπισθεν. [1343,360,1600,539]
furs-title: ΓΟΥΝΑΡΙΚΑ [642,1725,786,1750]
news-paragraph: Κατὰ τηλεγράφημα ἐκ Λονδίνου ὁ βαρῶνος Κάτο θὰ σχηματίσῃ τὸ κόμμα διὰ τῆς ὑποστήριξεως τῆς νέας Ἰαπωνικῆς Κυβερνήσεως. [1343,1476,1600,1535]
article-paragraph: Γενικοὶ ἀντιπρόσωποι Δαμαλᾶς καὶ Σία ἐν Πειραιεῖ. [128,2045,354,2074]
surgeon-text: Ὁ ΧΕΙΡΟΥΡΓΟΣ διευθυντὴς τοῦ ΕΥΑΓΓΕΛΙΣΜΟΥ κ. Π. ΤΣΙΛΙΜΙΓΚΑΡΗΣ, δέχεται καθ' ἑκάστην ἐν τῷ ἰατρείῳ του, ὁδὸς ΜΕΝΑΝΔΡΟΥ 18, ἀπὸ 3—5 μ. μ. [1351,1548,1592,1607]
news-paragraph: ΒΕΡΟΛΙΝΟΝ 23 Σεπτεμβρίου. (Πρακτορεῖον Βόλφ). Τηλεγραφήματα τοῦ Πρακτορείου Βόλφ τῆς 4 Ὀκτωβρίου 1916 ἀναφέρει ὅτι ἀπὸ 29 Σεπτεμβρίου κατεποντίσθησαν ἐν τῇ Β. Θαλάσσῃ καὶ ἐν τῷ Ἀρκτικῷ Ὠκεανῷ ὑπὸ Γερμανικῶν ὑποβρυχίων τὰ ἑξῆς: 11 ἀλιευτικὰ καὶ 4 Βελγικὰ ἀτμόπλοια, 14.600 τόνων, εἰς ὅ ἐν ὅλῳ 27 ἀλιευτικὰ κατεποντίσθησαν ἀπὸ ὑποβρυχίων. Ἡ Νορβηγία ἀπώλεσεν 5 Νορβηγικὰ πλοῖα 6.262 τόνων, ἅτινα ὅλα ἐβυθίσθησαν διὰ κίνδυνον πολέμου μεταφέροντα πολεμικὸν ὑλικὸν εἰς Ρωσσίαν. Ἀλλὰ δὲν ἐχάθη ἀνθρώπινη ζωή. [1076,1385,1333,1594]
lyceum-location: ΕΝΑΝΤΙ ΑΡΧΑΙΟΛΟΓΙΚΟΥ ΜΟΥΣΕΙΟΥ [368,1767,584,1780]
